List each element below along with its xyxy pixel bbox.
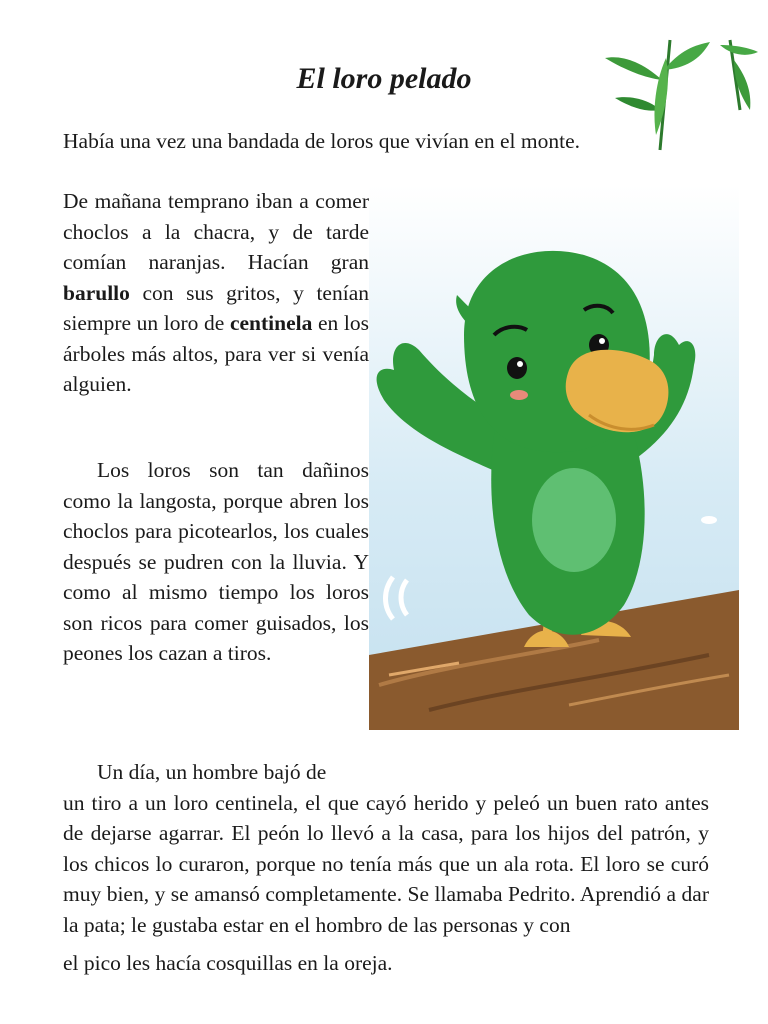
intro-paragraph: Había una vez una bandada de loros que vivían en el monte. [63, 129, 581, 153]
bold-word-barullo: barullo [63, 280, 130, 305]
parrot-illustration [369, 185, 739, 730]
paragraph-3: Los loros son tan dañinos como la langosta, porque abren los choclos para picotearlos, los cuales después se pudren con la lluvia. Y como al mismo tiempo los loros son ricos para comer guisados, los peones los cazan a tiros. [63, 458, 369, 665]
bold-word-centinela: centinela [229, 311, 313, 335]
paragraph-2 [63, 186, 369, 400]
paragraph-2-text-c: en los árboles más altos, para ver si venía alguien. [63, 311, 369, 396]
cut-off-line-text: el pico les hacía cosquillas en la oreja. [63, 951, 393, 975]
paragraph-2-text-b: con sus gritos, y tenían siempre un loro de [63, 280, 369, 335]
paragraph-4 [63, 757, 709, 940]
paragraph-4-text: un tiro a un loro centinela, el que cayó herido y peleó un buen rato antes de dejarse agarrar. El peón lo llevó a la casa, para los hijos del patrón, y los chicos lo curaron, porque no tenía más que un ala rota. El loro se curó muy bien, y se amansó completamente. Se llamaba Pedrito. Aprendió a dar la pata; le gustaba estar en el hombro de las personas y con [63, 790, 709, 937]
story-title: El loro pelado [296, 62, 472, 95]
paragraph-2-text-a: De mañana temprano iban a comer choclos a la chacra, y de tarde comían naranjas. Hacían gran [63, 189, 369, 274]
paragraph-4-first-line: Un día, un hombre bajó de [97, 760, 327, 784]
cut-off-line [63, 951, 483, 979]
